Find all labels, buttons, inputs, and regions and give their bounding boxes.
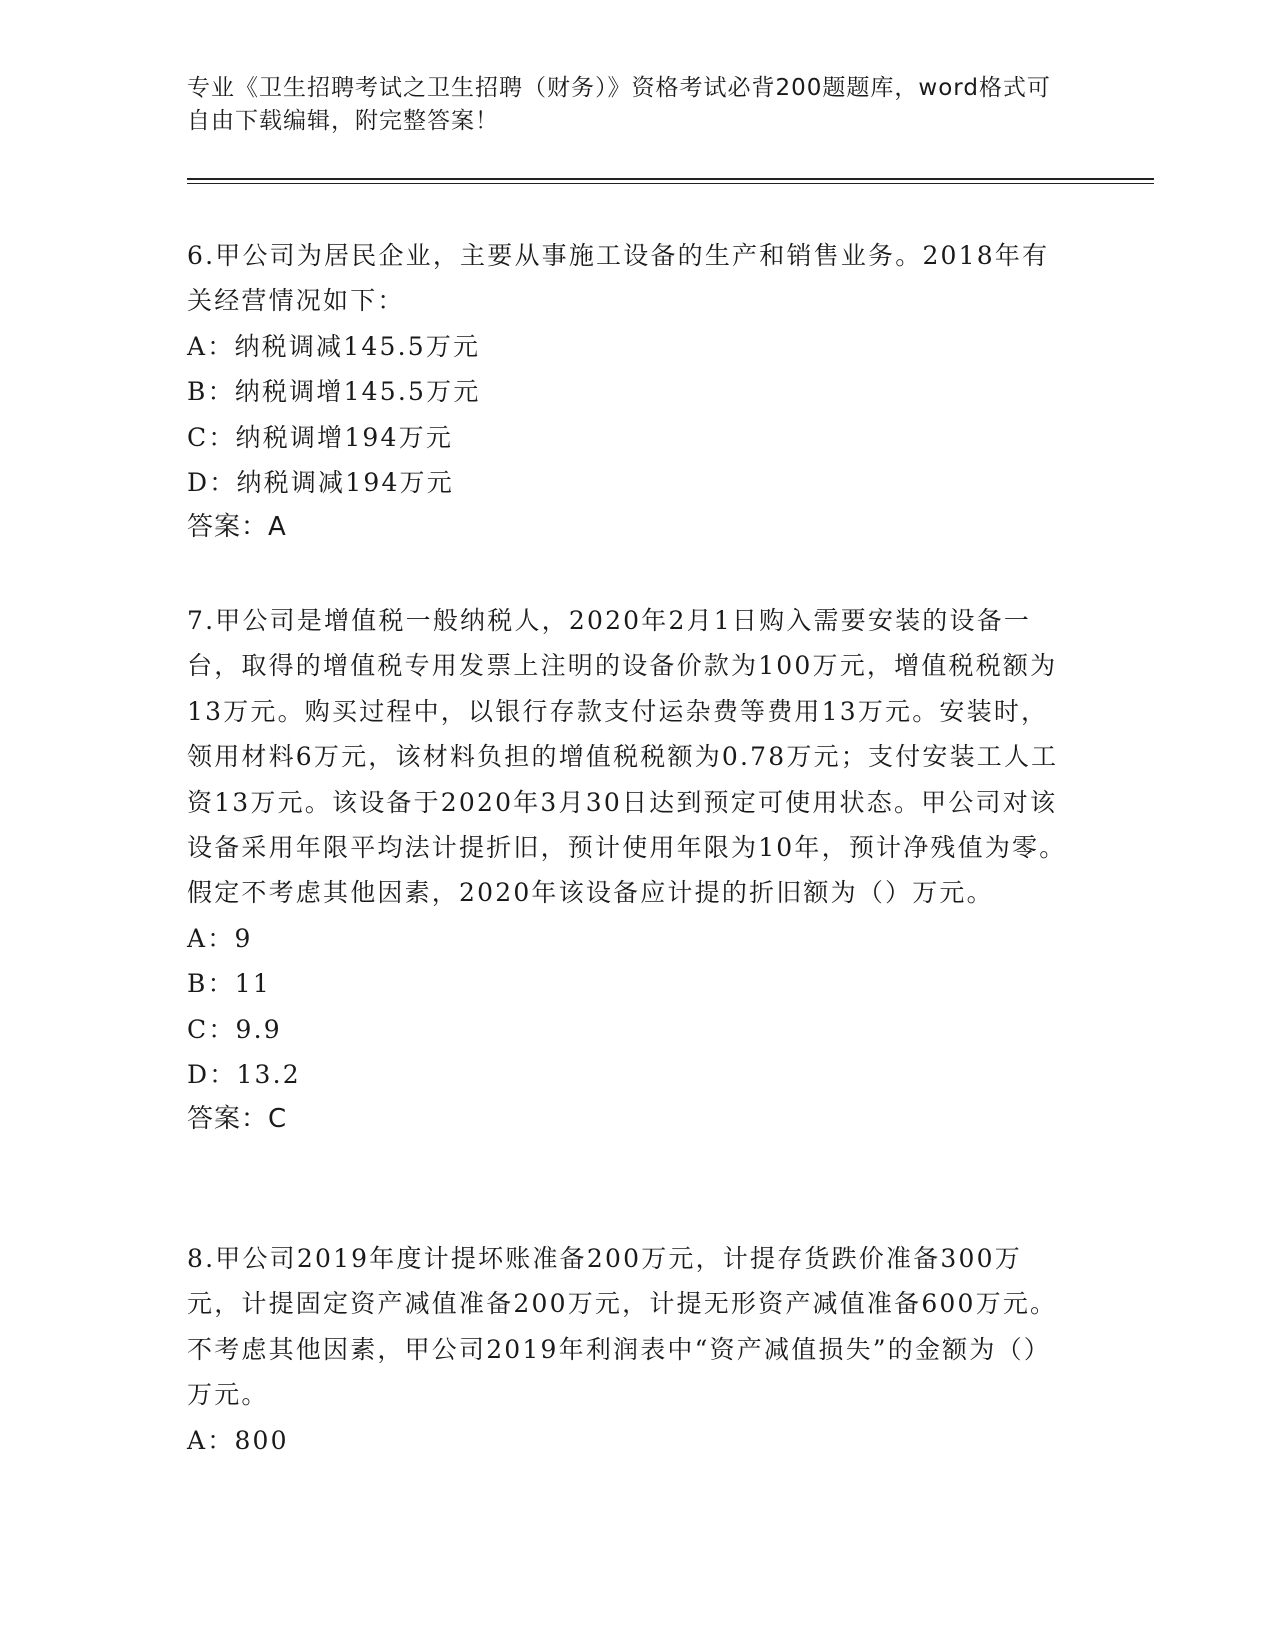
option-a: A：800 (187, 1425, 289, 1455)
question-stem: 7.甲公司是增值税一般纳税人，2020年2月1日购入需要安装的设备一台，取得的增值税专用发票上注明的设备价款为100万元，增值税税额为13万元。购买过程中，以银行存款支付运杂费等费用13万元。安装时，领用材料6万元，该材料负担的增值税税额为0.78万元；支付安装工人工资13万元。该设备于2020年3月30日达到预定可使用状态。甲公司对该设备采用年限平均法计提折旧，预计使用年限为10年，预计净残值为零。假定不考虑其他因素，2020年该设备应计提的折旧额为（）万元。 (187, 606, 1067, 908)
option-a: A：纳税调减145.5万元 (187, 331, 481, 361)
question-stem: 6.甲公司为居民企业，主要从事施工设备的生产和销售业务。2018年有关经营情况如下： (187, 241, 1050, 316)
answer-line: 答案：A (187, 512, 287, 543)
header-divider-thin (187, 183, 1154, 184)
question-8 (187, 1236, 1067, 1463)
document-header: 专业《卫生招聘考试之卫生招聘（财务）》资格考试必背200题题库，word格式可自由下载编辑，附完整答案！ (187, 75, 1051, 134)
answer-line: 答案：C (187, 1104, 288, 1135)
option-d: D：13.2 (187, 1060, 301, 1090)
question-6 (187, 233, 1067, 551)
question-7 (187, 598, 1067, 1143)
option-d: D：纳税调减194万元 (187, 468, 454, 498)
question-stem: 8.甲公司2019年度计提坏账准备200万元，计提存货跌价准备300万元，计提固定资产减值准备200万元，计提无形资产减值准备600万元。不考虑其他因素，甲公司2019年利润表中“资产减值损失”的金额为（）万元。 (187, 1244, 1058, 1410)
option-c: C：纳税调增194万元 (187, 422, 454, 452)
option-c: C：9.9 (187, 1014, 282, 1044)
header-divider-thick (187, 178, 1154, 180)
option-b: B：纳税调增145.5万元 (187, 377, 481, 407)
option-a: A：9 (187, 923, 253, 953)
option-b: B：11 (187, 969, 271, 999)
